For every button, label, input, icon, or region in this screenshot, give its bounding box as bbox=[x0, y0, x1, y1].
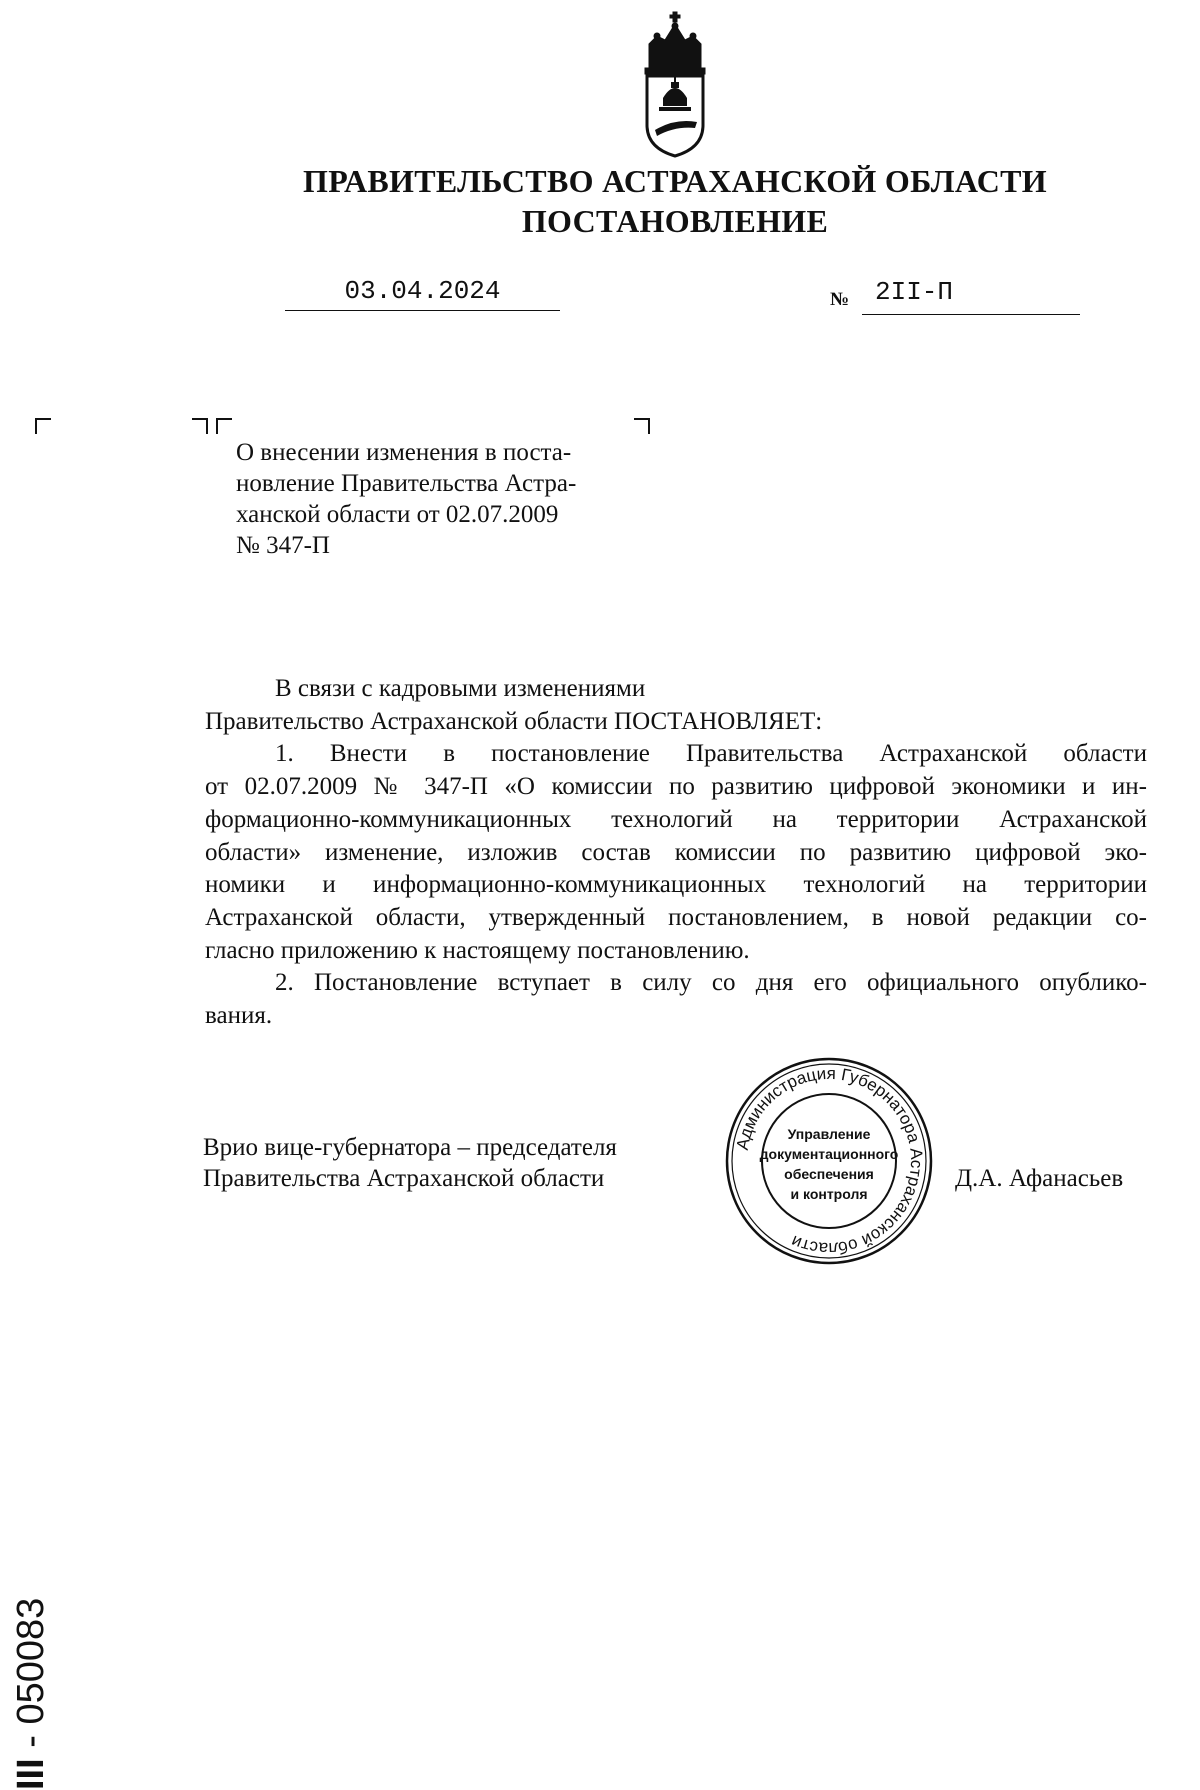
body-line: Астраханской области, утвержденный постановлением, в новой редакции со- bbox=[205, 903, 1147, 931]
seal-center-line: документационного bbox=[759, 1146, 899, 1162]
subject-line: ханской области от 02.07.2009 bbox=[236, 501, 559, 528]
government-title: ПРАВИТЕЛЬСТВО АСТРАХАНСКОЙ ОБЛАСТИ bbox=[303, 163, 1047, 199]
seal-center-line: обеспечения bbox=[784, 1166, 874, 1182]
serial-dash: - bbox=[10, 1724, 52, 1759]
seal-center-line: и контроля bbox=[790, 1186, 868, 1202]
subject-line: новление Правительства Астра- bbox=[236, 470, 577, 497]
document-body bbox=[205, 673, 1147, 1033]
document-subject bbox=[236, 437, 656, 561]
serial-number: 050083 bbox=[10, 1597, 52, 1725]
document-type-title: ПОСТАНОВЛЕНИЕ bbox=[521, 203, 829, 239]
body-line: области» изменение, изложив состав комиссии по развитию цифровой эко- bbox=[205, 838, 1147, 866]
corner-mark-subject-left bbox=[216, 418, 232, 434]
date-underline bbox=[285, 310, 560, 311]
form-serial-number bbox=[10, 1460, 70, 1790]
corner-mark-subject-right bbox=[634, 418, 650, 434]
number-sign: № bbox=[830, 289, 850, 310]
seal-ring-text: Администрация Губернатора Астраханской области bbox=[732, 1063, 927, 1259]
body-line: 1. Внести в постановление Правительства Астраханской области bbox=[275, 740, 1147, 768]
body-line: от 02.07.2009 № 347-П «О комиссии по развитию цифровой экономики и ин- bbox=[205, 773, 1147, 801]
body-line: Правительство Астраханской области ПОСТАНОВЛЯЕТ: bbox=[205, 707, 823, 735]
signatory-name: Д.А. Афанасьев bbox=[955, 1165, 1124, 1192]
corner-mark-address-right bbox=[192, 418, 208, 434]
position-line: Правительства Астраханской области bbox=[203, 1165, 605, 1192]
body-line: вания. bbox=[205, 1002, 273, 1030]
serial-series: III bbox=[10, 1758, 52, 1790]
body-line: 2. Постановление вступает в силу со дня его официального опублико- bbox=[275, 969, 1147, 997]
document-date: 03.04.2024 bbox=[344, 276, 501, 306]
document-number: 2II-П bbox=[875, 277, 954, 307]
corner-mark-top-left bbox=[35, 418, 51, 434]
subject-line: О внесении изменения в поста- bbox=[236, 439, 572, 466]
body-line: формационно-коммуникационных технологий на территории Астраханской bbox=[205, 805, 1147, 833]
body-line: В связи с кадровыми изменениями bbox=[275, 675, 646, 702]
position-line: Врио вице-губернатора – председателя bbox=[203, 1134, 617, 1161]
body-line: гласно приложению к настоящему постановлению. bbox=[205, 936, 750, 964]
body-line: номики и информационно-коммуникационных технологий на территории bbox=[205, 871, 1147, 899]
seal-center-line: Управление bbox=[787, 1126, 871, 1142]
number-underline bbox=[862, 314, 1080, 315]
official-seal-stamp bbox=[723, 1055, 935, 1267]
subject-line: № 347-П bbox=[236, 532, 330, 559]
signatory-position bbox=[203, 1132, 617, 1194]
coat-of-arms-emblem bbox=[635, 10, 715, 160]
